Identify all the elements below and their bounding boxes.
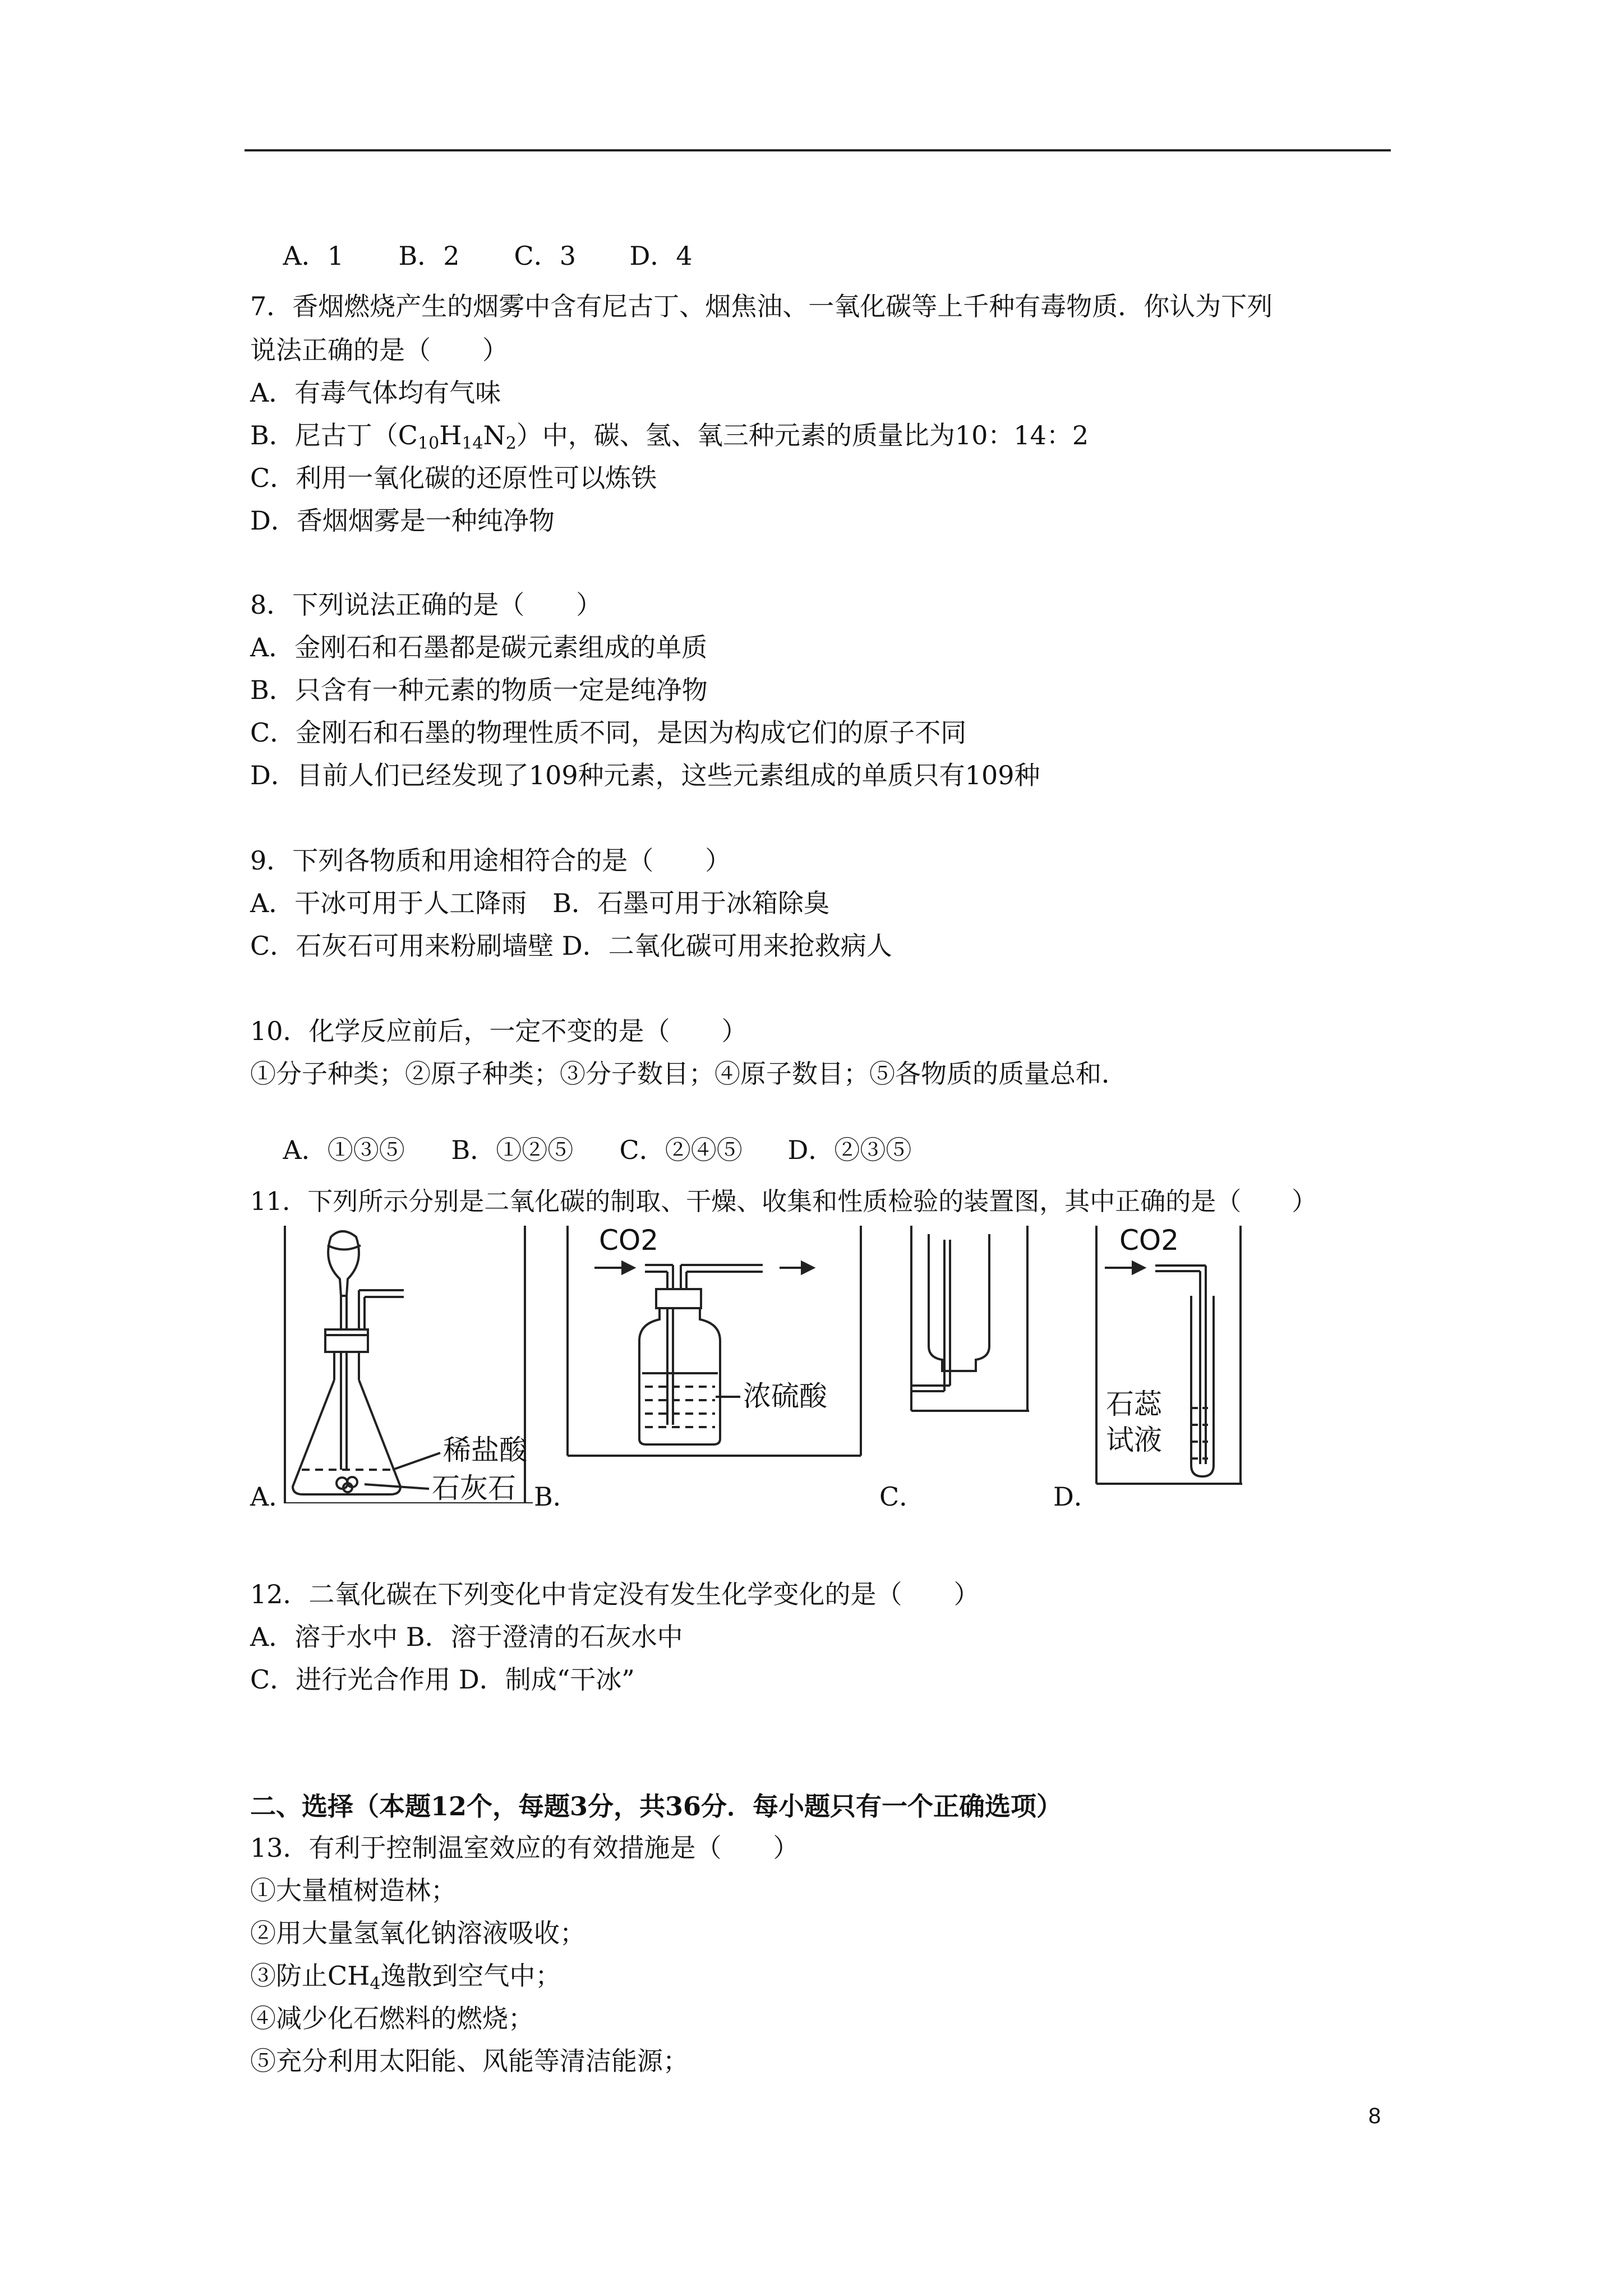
q7-option-b [250,418,1089,452]
q8-option-b: B．只含有一种元素的物质一定是纯净物 [250,675,708,705]
q8-option-c: C．金刚石和石墨的物理性质不同，是因为构成它们的原子不同 [250,717,967,748]
q7-b-text3: N [483,420,506,450]
label-dilute-hcl: 稀盐酸 [443,1434,527,1466]
litmus-test-diagram [1094,1223,1245,1487]
section-2-heading: 二、选择（本题12个，每题3分，共36分．每小题只有一个正确选项） [250,1791,1063,1821]
q12-stem: 12．二氧化碳在下列变化中肯定没有发生化学变化的是（ ） [250,1579,980,1609]
q13-item-3 [250,1959,561,1993]
q6-option-a: A．1 [283,241,344,271]
q9-stem: 9．下列各物质和用途相符合的是（ ） [250,845,731,876]
q10-option-b: B．①②⑤ [451,1135,574,1165]
q12-options-cd: C．进行光合作用 D．制成“干冰” [250,1664,635,1695]
q10-option-d: D．②③⑤ [787,1135,912,1165]
q13-stem: 13．有利于控制温室效应的有效措施是（ ） [250,1833,799,1863]
q10-stem: 10．化学反应前后，一定不变的是（ ） [250,1016,748,1046]
q11-label-a: A． [250,1481,295,1512]
q7-b-text4: ）中，碳、氢、氧三种元素的质量比为10：14：2 [516,420,1089,450]
label-litmus-2: 试液 [1106,1424,1162,1456]
flask-diagram [280,1223,533,1503]
figure-c-gas-collection [909,1223,1032,1414]
q6-option-b: B．2 [398,241,460,271]
q7-stem-line2: 说法正确的是（ ） [250,335,508,365]
figure-b-drying-bottle [555,1223,869,1458]
label-conc-h2so4: 浓硫酸 [743,1380,827,1412]
q8-option-a: A．金刚石和石墨都是碳元素组成的单质 [250,632,708,662]
drying-bottle-diagram [555,1223,869,1458]
q12-options-ab: A．溶于水中 B．溶于澄清的石灰水中 [250,1622,683,1652]
label-co2-b: CO2 [599,1224,659,1257]
q7-option-d: D．香烟烟雾是一种纯净物 [250,505,555,536]
q10-items: ①分子种类；②原子种类；③分子数目；④原子数目；⑤各物质的质量总和． [250,1059,1127,1089]
page-number: 8 [1368,2104,1381,2128]
q7-option-a: A．有毒气体均有气味 [250,378,501,408]
q13-item-2: ②用大量氢氧化钠溶液吸收； [250,1918,585,1948]
q7-b-text2: H [439,420,462,450]
q6-option-c: C．3 [514,241,576,271]
figure-d-litmus-test [1094,1223,1245,1487]
q7-option-c: C．利用一氧化碳的还原性可以炼铁 [250,463,657,493]
q11-label-d: D． [1053,1481,1100,1512]
figure-a-flask-apparatus [280,1223,533,1503]
q13-item-3-sub: 4 [370,1974,381,1994]
label-limestone: 石灰石 [432,1472,516,1503]
q7-b-text: B．尼古丁（C [250,420,418,450]
q13-item-3-text: ③防止CH [250,1961,370,1991]
q7-b-sub1: 10 [418,434,440,453]
q10-option-c: C．②④⑤ [619,1135,743,1165]
label-co2-d: CO2 [1119,1224,1179,1257]
q13-item-3-text2: 逸散到空气中； [380,1961,561,1991]
header-rule [245,149,1391,151]
q7-b-sub3: 2 [505,434,517,453]
q13-item-5: ⑤充分利用太阳能、风能等清洁能源； [250,2046,689,2076]
q11-label-b: B． [534,1481,579,1512]
q11-stem: 11．下列所示分别是二氧化碳的制取、干燥、收集和性质检验的装置图，其中正确的是（ ） [250,1186,1317,1216]
q6-option-d: D．4 [629,241,693,271]
q10-option-a: A．①③⑤ [283,1135,405,1165]
gas-collection-diagram [909,1223,1032,1414]
q9-options-cd: C．石灰石可用来粉刷墙壁 D．二氧化碳可用来抢救病人 [250,931,892,961]
q8-option-d: D．目前人们已经发现了109种元素，这些元素组成的单质只有109种 [250,760,1040,790]
q9-options-ab: A．干冰可用于人工降雨 B．石墨可用于冰箱除臭 [250,888,830,918]
q11-label-c: C． [879,1481,925,1512]
q7-b-sub2: 14 [462,434,483,453]
q8-stem: 8．下列说法正确的是（ ） [250,590,602,620]
label-litmus-1: 石蕊 [1106,1388,1162,1420]
q13-item-4: ④减少化石燃料的燃烧； [250,2003,534,2033]
q13-item-1: ①大量植树造林； [250,1875,457,1906]
q7-stem-line1: 7．香烟燃烧产生的烟雾中含有尼古丁、烟焦油、一氧化碳等上千种有毒物质．你认为下列 [250,291,1273,321]
